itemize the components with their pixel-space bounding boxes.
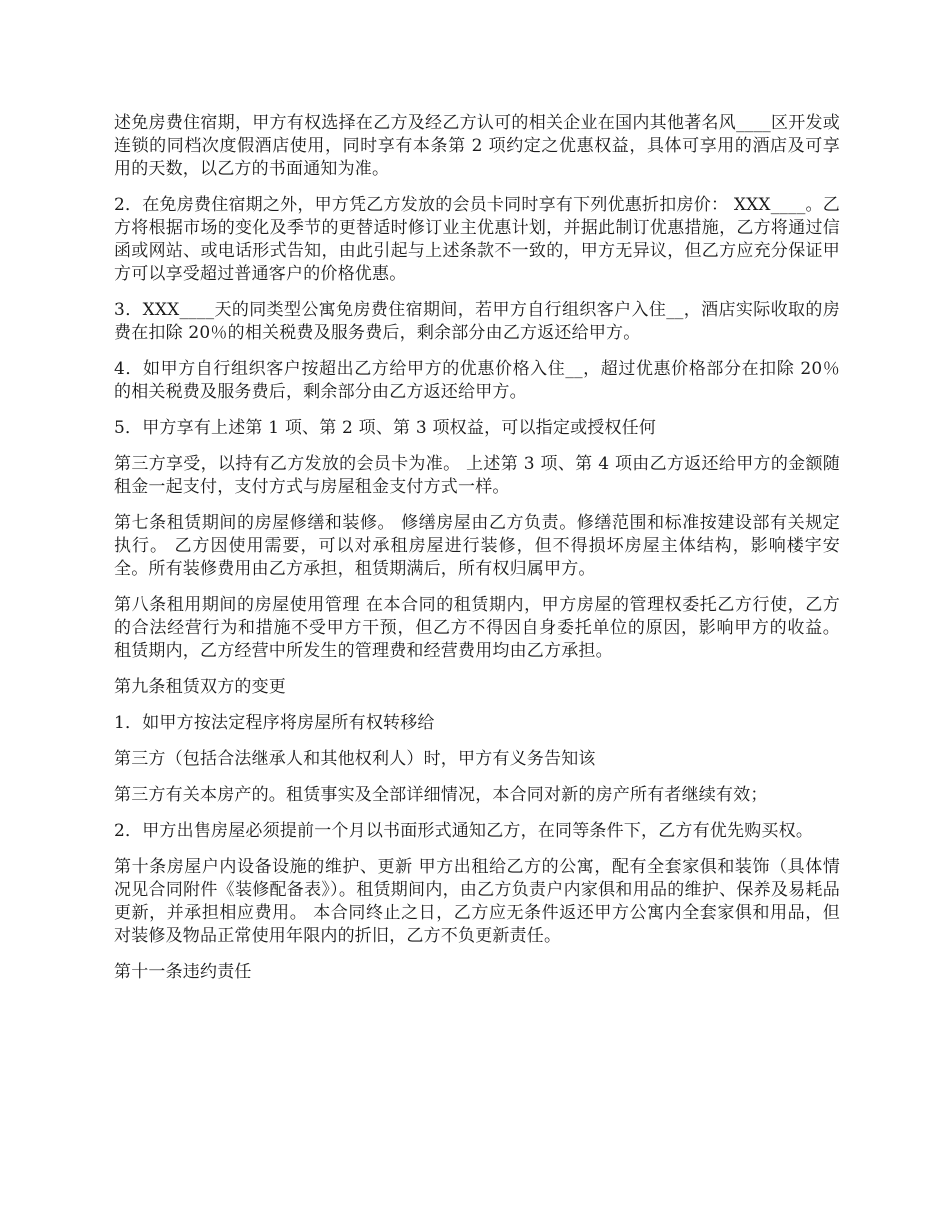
paragraph-article-9-item-1: 1．如甲方按法定程序将房屋所有权转移给 <box>114 713 435 733</box>
paragraph-third-party-card: 第三方享受，以持有乙方发放的会员卡为准。 上述第 3 项、第 4 项由乙方返还给甲方的金额随租金一起支付，支付方式与房屋租金支付方式一样。 <box>114 454 840 497</box>
paragraph-free-stay-options: 述免房费住宿期，甲方有权选择在乙方及经乙方认可的相关企业在国内其他著名风____区开发或连锁的同档次度假酒店使用，同时享有本条第 2 项约定之优惠权益，具体可享用的酒店及可享用的天数，以乙方的书面通知为准。 <box>114 113 840 179</box>
heading-article-9: 第九条租赁双方的变更 <box>114 677 286 697</box>
paragraph-article-8: 第八条租用期间的房屋使用管理 在本合同的租赁期内，甲方房屋的管理权委托乙方行使，乙方的合法经营行为和措施不受甲方干预，但乙方不得因自身委托单位的原因，影响甲方的收益。 租赁期内，乙方经营中所发生的管理费和经营费用均由乙方承担。 <box>114 595 840 661</box>
paragraph-article-7: 第七条租赁期间的房屋修缮和装修。 修缮房屋由乙方负责。修缮范围和标准按建设部有关规定执行。 乙方因使用需要，可以对承租房屋进行装修，但不得损坏房屋主体结构，影响楼宇安全。所有装修费用由乙方承担，租赁期满后，所有权归属甲方。 <box>114 513 840 579</box>
paragraph-item-5-third-party: 5．甲方享有上述第 1 项、第 2 项、第 3 项权益，可以指定或授权任何 <box>114 418 657 438</box>
paragraph-item-3-refund: 3．XXX____天的同类型公寓免房费住宿期间，若甲方自行组织客户入住__，酒店实际收取的房费在扣除 20％的相关税费及服务费后，剩余部分由乙方返还给甲方。 <box>114 300 840 343</box>
paragraph-article-9-item-2: 2．甲方出售房屋必须提前一个月以书面形式通知乙方，在同等条件下，乙方有优先购买权。 <box>114 821 814 841</box>
heading-article-11: 第十一条违约责任 <box>114 962 252 982</box>
paragraph-article-10: 第十条房屋户内设备设施的维护、更新 甲方出租给乙方的公寓，配有全套家俱和装饰（具体情况见合同附件《装修配备表》）。租赁期间内，由乙方负责户内家俱和用品的维护、保养及易耗品更新，并承担相应费用。 本合同终止之日，乙方应无条件返还甲方公寓内全套家俱和用品，但对装修及物品正常使用年限内的折旧，乙方不负更新责任。 <box>114 857 840 946</box>
paragraph-item-4-excess-price: 4．如甲方自行组织客户按超出乙方给甲方的优惠价格入住__，超过优惠价格部分在扣除 20％的相关税费及服务费后，剩余部分由乙方返还给甲方。 <box>114 359 840 402</box>
document-page <box>114 112 840 997</box>
paragraph-third-party-validity: 第三方有关本房产的。租赁事实及全部详细情况，本合同对新的房产所有者继续有效； <box>114 785 768 805</box>
paragraph-third-party-heirs: 第三方（包括合法继承人和其他权利人）时，甲方有义务告知该 <box>114 749 596 769</box>
paragraph-item-2-discount: 2．在免房费住宿期之外，甲方凭乙方发放的会员卡同时享有下列优惠折扣房价： XXX____。乙方将根据市场的变化及季节的更替适时修订业主优惠计划，并据此制订优惠措施，乙方将通过信函或网站、或电话形式告知，由此引起与上述条款不一致的，甲方无异议，但乙方应充分保证甲方可以享受超过普通客户的价格优惠。 <box>114 195 840 284</box>
